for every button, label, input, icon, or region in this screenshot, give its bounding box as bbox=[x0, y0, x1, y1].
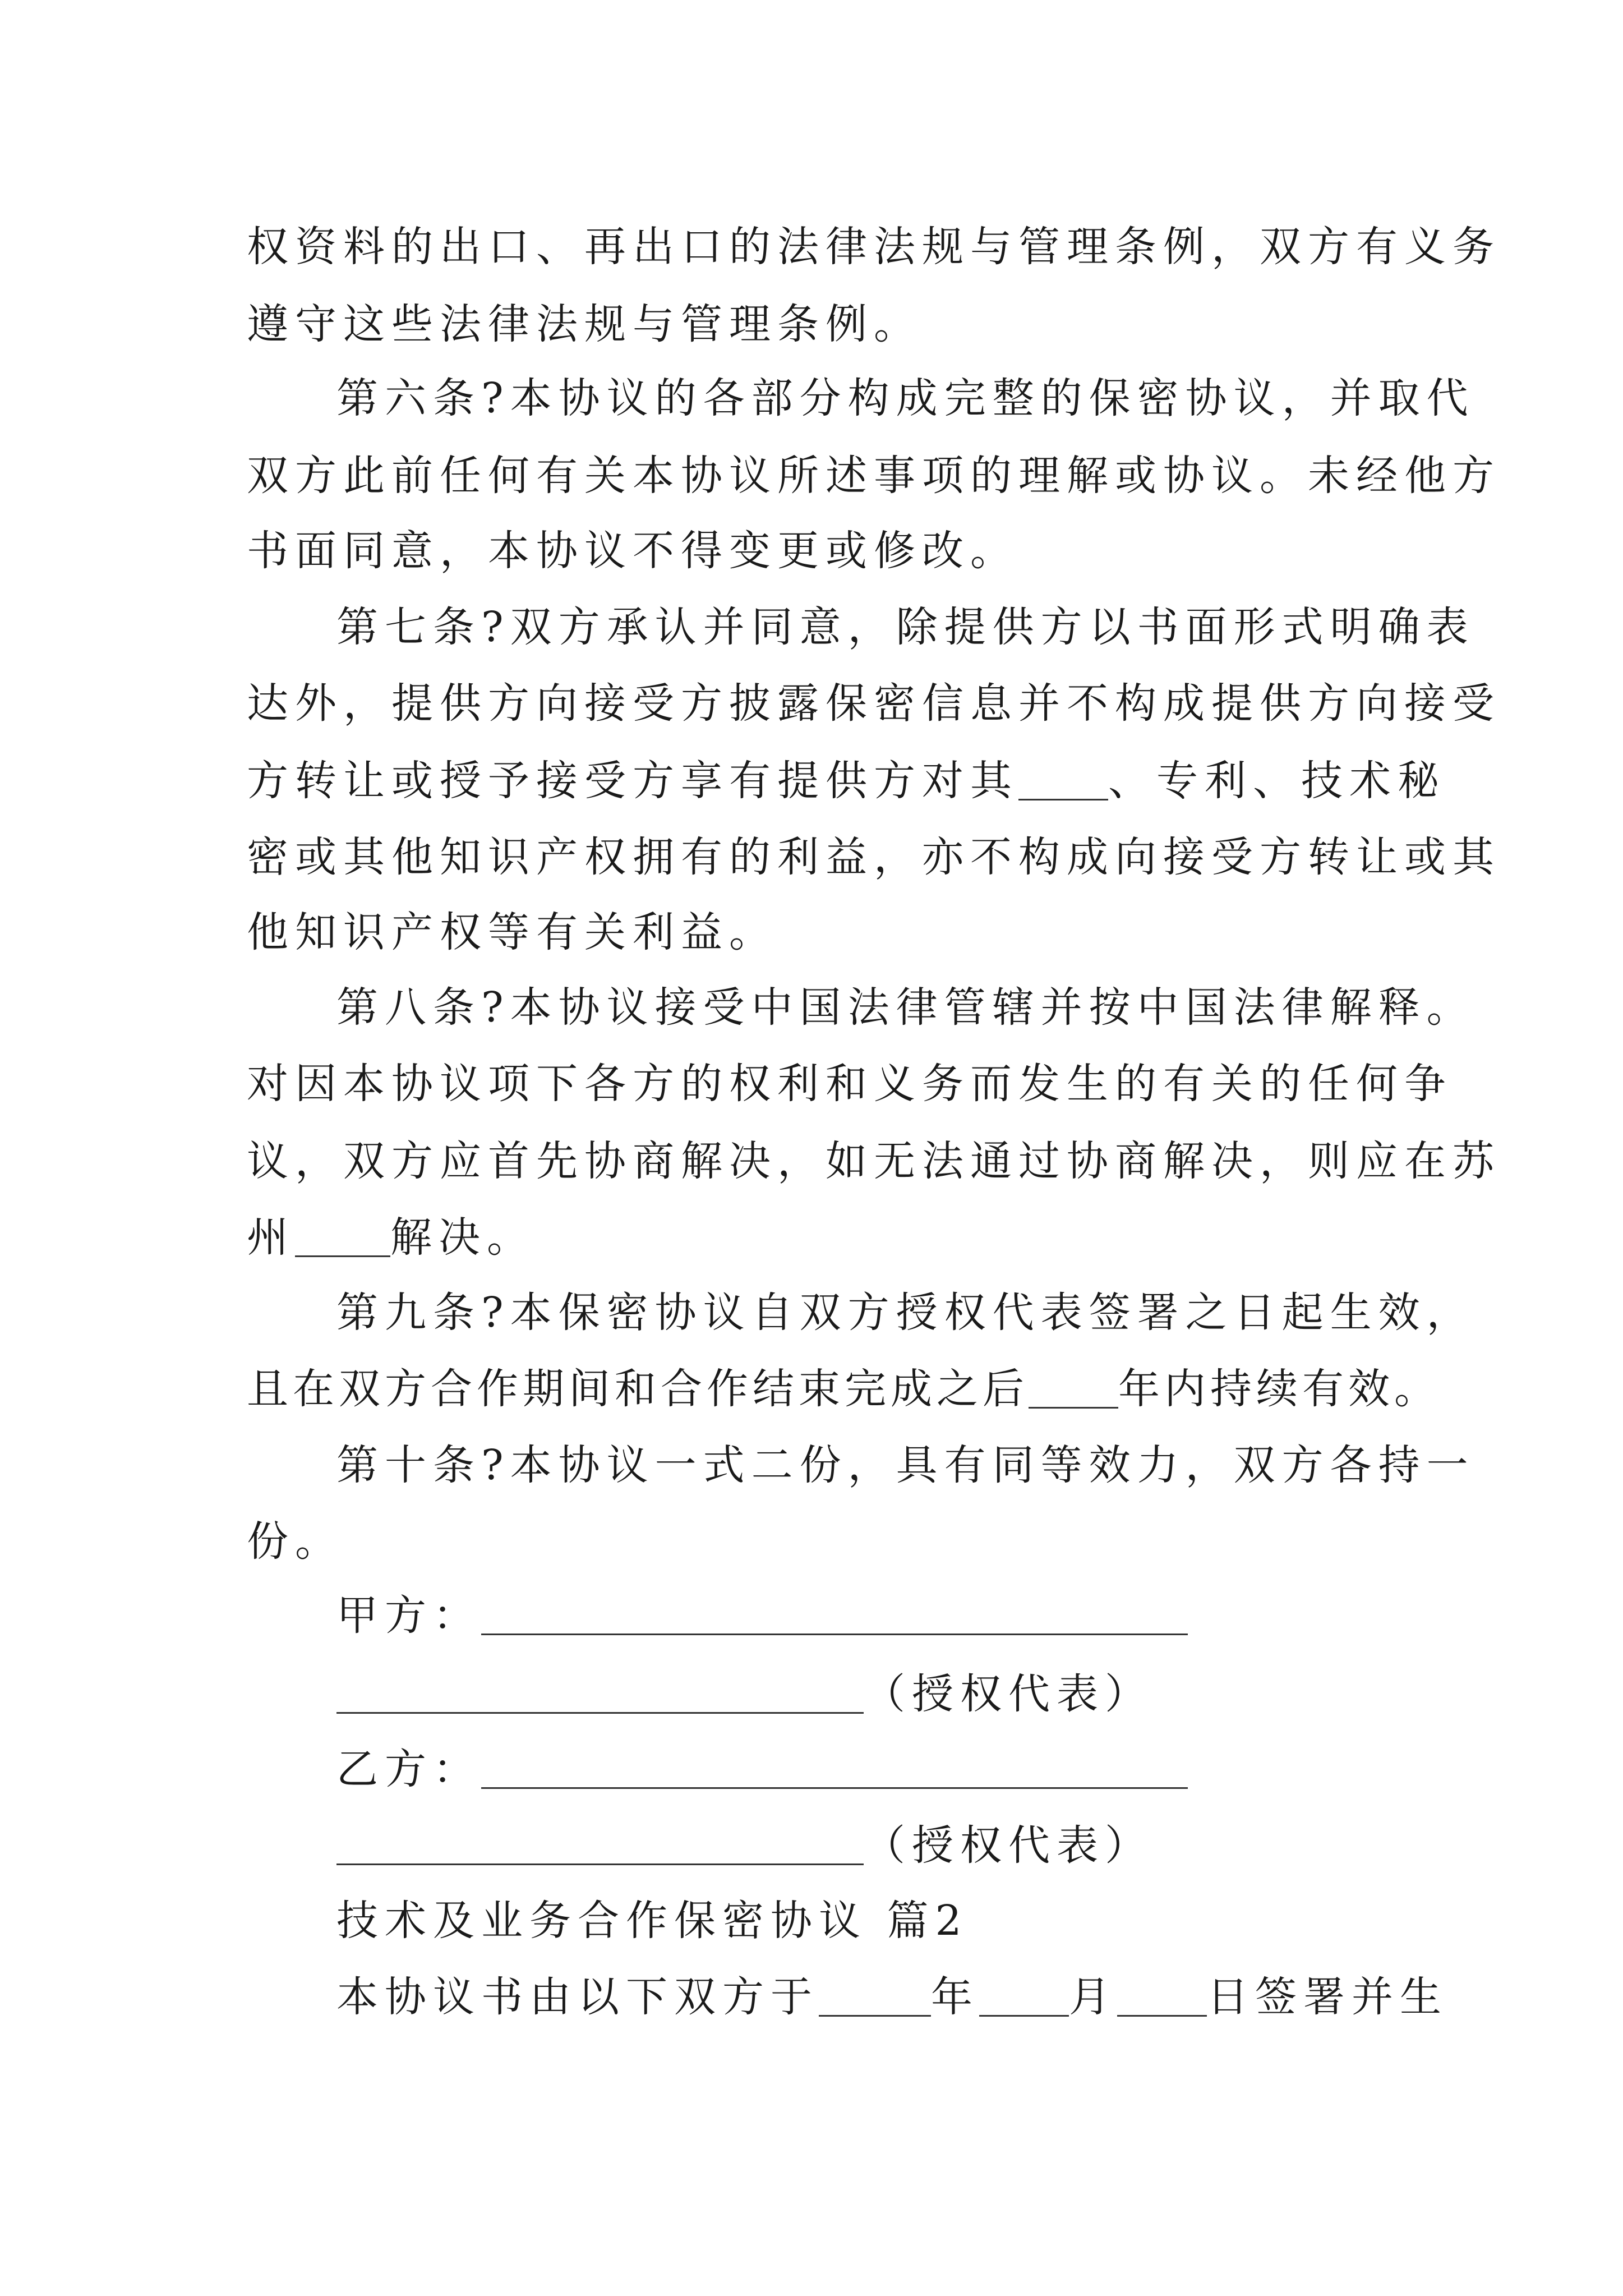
text-segment: 月 bbox=[1069, 1973, 1117, 2021]
party-b-representative-line bbox=[336, 1806, 1153, 1885]
text-segment: 方转让或授予接受方享有提供方对其 bbox=[247, 757, 1018, 805]
text-line: 达外，提供方向接受方披露保密信息并不构成提供方向接受 bbox=[247, 679, 1501, 728]
text-line: 权资料的出口、再出口的法律法规与管理条例，双方有义务 bbox=[247, 223, 1501, 271]
text-segment: 、专利、技术秘 bbox=[1108, 757, 1446, 805]
article-8-heading-line: 第八条?本协议接受中国法律管辖并按中国法律解释。 bbox=[336, 983, 1475, 1032]
article-7-heading-line: 第七条?双方承认并同意，除提供方以书面形式明确表 bbox=[336, 603, 1475, 651]
representative-label: （授权代表） bbox=[864, 1670, 1153, 1718]
party-b-blank bbox=[481, 1742, 1188, 1789]
text-line: 他知识产权等有关利益。 bbox=[247, 908, 777, 956]
article-9-heading-line: 第九条?本保密协议自双方授权代表签署之日起生效， bbox=[336, 1289, 1475, 1337]
text-segment: 年内持续有效。 bbox=[1118, 1365, 1440, 1413]
text-line: 书面同意，本协议不得变更或修改。 bbox=[247, 527, 1018, 575]
text-line: 密或其他知识产权拥有的利益，亦不构成向接受方转让或其 bbox=[247, 833, 1501, 881]
party-a-representative-line bbox=[336, 1655, 1153, 1733]
text-line bbox=[247, 742, 1446, 820]
fill-in-blank bbox=[295, 1211, 390, 1257]
text-line: 议，双方应首先协商解决，如无法通过协商解决，则应在苏 bbox=[247, 1137, 1501, 1185]
text-segment: 解决。 bbox=[390, 1213, 535, 1262]
fill-in-blank bbox=[1018, 754, 1108, 800]
text-line bbox=[247, 1198, 535, 1277]
text-line bbox=[336, 1958, 1448, 2036]
party-b-signature-line bbox=[336, 1730, 1188, 1809]
party-b-label: 乙方： bbox=[336, 1745, 481, 1793]
month-blank bbox=[979, 1970, 1069, 2017]
article-10-heading-line: 第十条?本协议一式二份，具有同等效力，双方各持一 bbox=[336, 1441, 1475, 1489]
text-line: 遵守这些法律法规与管理条例。 bbox=[247, 300, 922, 348]
text-line: 双方此前任何有关本协议所述事项的理解或协议。未经他方 bbox=[247, 452, 1501, 500]
text-line: 份。 bbox=[247, 1517, 343, 1566]
representative-blank bbox=[336, 1819, 864, 1865]
fill-in-blank bbox=[1029, 1362, 1118, 1409]
section-title: 技术及业务合作保密协议 篇2 bbox=[336, 1897, 969, 1945]
party-a-signature-line bbox=[336, 1576, 1188, 1655]
article-6-heading-line: 第六条?本协议的各部分构成完整的保密协议，并取代 bbox=[336, 374, 1475, 422]
party-a-label: 甲方： bbox=[336, 1591, 481, 1640]
text-segment: 年 bbox=[931, 1973, 979, 2021]
text-line: 对因本协议项下各方的权利和义务而发生的有关的任何争 bbox=[247, 1060, 1453, 1108]
text-line bbox=[247, 1350, 1440, 1428]
text-segment: 且在双方合作期间和合作结束完成之后 bbox=[247, 1365, 1029, 1413]
representative-label: （授权代表） bbox=[864, 1821, 1153, 1870]
day-blank bbox=[1117, 1970, 1207, 2017]
party-a-blank bbox=[481, 1589, 1188, 1635]
text-segment: 州 bbox=[247, 1213, 295, 1262]
text-segment: 日签署并生 bbox=[1207, 1973, 1448, 2021]
text-segment: 本协议书由以下双方于 bbox=[336, 1973, 819, 2021]
representative-blank bbox=[336, 1667, 864, 1714]
year-blank bbox=[819, 1970, 931, 2017]
